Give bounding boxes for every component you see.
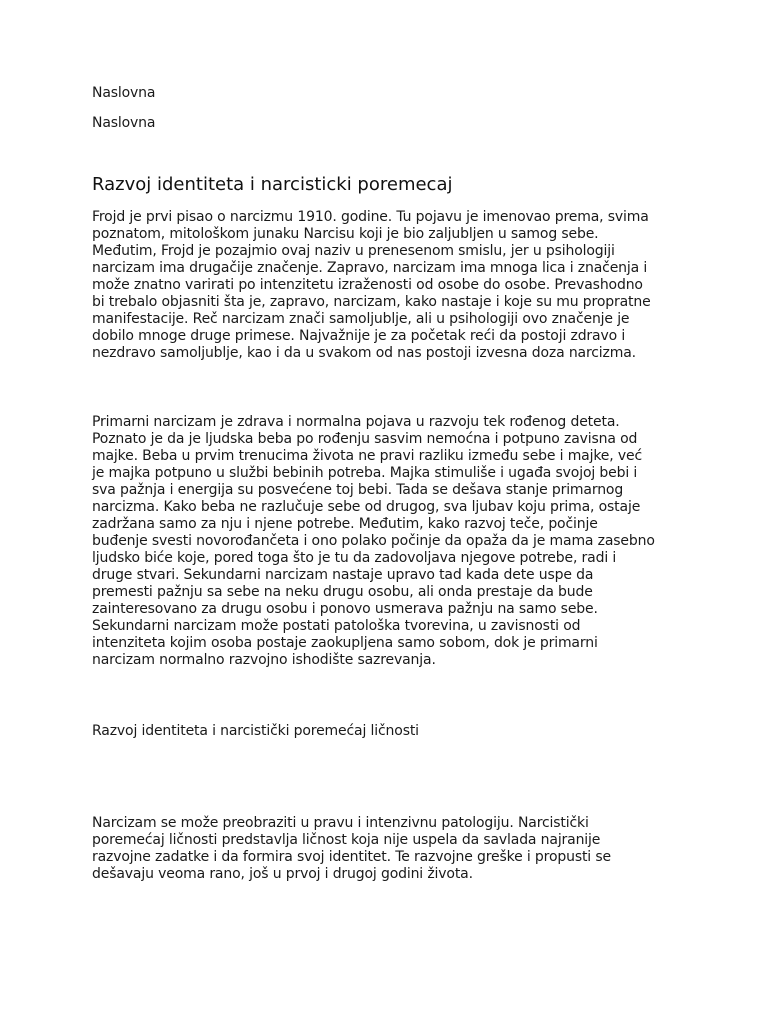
- paragraph-line: zainteresovano za drugu osobu i ponovo usmerava pažnju na samo sebe.: [92, 601, 598, 617]
- paragraph-line: intenziteta kojim osoba postaje zaokupljena samo sobom, dok je primarni: [92, 635, 598, 651]
- paragraph-line: nezdravo samoljublje, kao i da u svakom od nas postoji izvesna doza narcizma.: [92, 345, 636, 361]
- paragraph-line: dobilo mnoge druge primese. Najvažnije je za početak reći da postoji zdravo i: [92, 328, 626, 344]
- paragraph-line: Međutim, Frojd je pozajmio ovaj naziv u prenesenom smislu, jer u psihologiji: [92, 243, 615, 259]
- paragraph-line: ljudsko biće koje, pored toga što je tu da zadovoljava njegove potrebe, radi i: [92, 550, 617, 566]
- paragraph-line: bi trebalo objasniti šta je, zapravo, narcizam, kako nastaje i koje su mu propratne: [92, 294, 651, 310]
- article-paragraph-2: [92, 414, 655, 669]
- paragraph-line: zadržana samo za nju i njene potrebe. Međutim, kako razvoj teče, počinje: [92, 516, 598, 532]
- paragraph-line: majke. Beba u prvim trenucima života ne pravi razliku između sebe i majke, već: [92, 448, 643, 464]
- paragraph-line: poznatom, mitološkom junaku Narcisu koji je bio zaljubljen u samog sebe.: [92, 226, 599, 242]
- paragraph-line: premesti pažnju sa sebe na neku drugu osobu, ali onda prestaje da bude: [92, 584, 593, 600]
- paragraph-line: poremećaj ličnosti predstavlja ličnost koja nije uspela da savlada najranije: [92, 832, 601, 848]
- paragraph-line: Sekundarni narcizam može postati patološka tvorevina, u zavisnosti od: [92, 618, 581, 634]
- paragraph-line: može znatno varirati po intenzitetu izraženosti od osobe do osobe. Prevashodno: [92, 277, 643, 293]
- paragraph-line: druge stvari. Sekundarni narcizam nastaje upravo tad kada dete uspe da: [92, 567, 594, 583]
- paragraph-line: buđenje svesti novorođančeta i ono polako počinje da opaža da je mama zasebno: [92, 533, 655, 549]
- paragraph-line: manifestacije. Reč narcizam znači samoljublje, ali u psihologiji ovo značenje je: [92, 311, 630, 327]
- article-paragraph-3: [92, 815, 611, 883]
- paragraph-line: narcizam ima drugačije značenje. Zapravo, narcizam ima mnoga lica i značenja i: [92, 260, 648, 276]
- article-paragraph-1: [92, 209, 651, 362]
- paragraph-line: je majka potpuno u službi bebinih potreba. Majka stimuliše i ugađa svojoj bebi i: [92, 465, 638, 481]
- paragraph-line: dešavaju veoma rano, još u prvoj i drugoj godini života.: [92, 866, 473, 882]
- paragraph-line: razvojne zadatke i da formira svoj identitet. Te razvojne greške i propusti se: [92, 849, 611, 865]
- paragraph-line: Frojd je prvi pisao o narcizmu 1910. godine. Tu pojavu je imenovao prema, svima: [92, 209, 649, 225]
- article-subheading: Razvoj identiteta i narcistički poremećaj ličnosti: [92, 723, 419, 739]
- paragraph-line: Primarni narcizam je zdrava i normalna pojava u razvoju tek rođenog deteta.: [92, 414, 620, 430]
- paragraph-line: narcizma. Kako beba ne razlučuje sebe od drugog, sva ljubav koju prima, ostaje: [92, 499, 641, 515]
- paragraph-line: Poznato je da je ljudska beba po rođenju sasvim nemoćna i potpuno zavisna od: [92, 431, 638, 447]
- paragraph-line: Narcizam se može preobraziti u pravu i intenzivnu patologiju. Narcistički: [92, 815, 589, 831]
- paragraph-line: narcizam normalno razvojno ishodište sazrevanja.: [92, 652, 436, 668]
- paragraph-line: sva pažnja i energija su posvećene toj bebi. Tada se dešava stanje primarnog: [92, 482, 624, 498]
- breadcrumb-link-home-secondary[interactable]: Naslovna: [92, 115, 156, 131]
- article-title: Razvoj identiteta i narcisticki poremecaj: [92, 174, 453, 195]
- breadcrumb-link-home[interactable]: Naslovna: [92, 85, 156, 101]
